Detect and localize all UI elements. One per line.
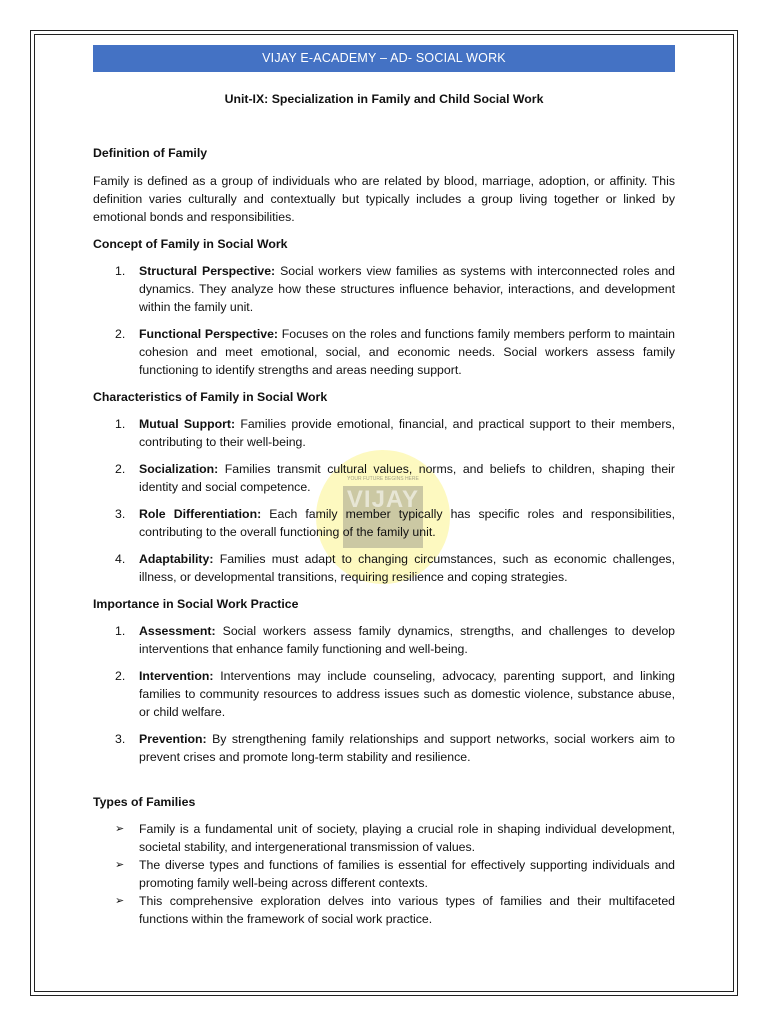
types-heading: Types of Families xyxy=(93,795,196,809)
item-number: 3. xyxy=(115,507,126,521)
list-item xyxy=(93,550,675,586)
characteristics-list xyxy=(93,415,675,586)
item-number: 1. xyxy=(115,264,126,278)
importance-list xyxy=(93,622,675,766)
item-term: Functional Perspective: xyxy=(139,327,279,341)
definition-heading: Definition of Family xyxy=(93,146,208,160)
list-item xyxy=(93,730,675,766)
item-number: 2. xyxy=(115,462,126,476)
item-number: 2. xyxy=(115,327,126,341)
list-item xyxy=(93,460,675,496)
item-term: Adaptability: xyxy=(139,552,214,566)
item-text: Families must adapt to changing circumstances, such as economic challenges, illness, or developmental transitions, requiring resilience and coping strategies. xyxy=(139,552,675,584)
item-term: Socialization: xyxy=(139,462,219,476)
item-term: Structural Perspective: xyxy=(139,264,276,278)
list-item xyxy=(93,622,675,658)
item-term: Intervention: xyxy=(139,669,214,683)
list-item xyxy=(93,667,675,721)
importance-heading: Importance in Social Work Practice xyxy=(93,597,299,611)
item-text: This comprehensive exploration delves into various types of families and their multifaceted functions within the framework of social work practice. xyxy=(139,894,675,926)
unit-title: Unit-IX: Specialization in Family and Child Social Work xyxy=(224,92,544,106)
header-banner: VIJAY E-ACADEMY – AD- SOCIAL WORK xyxy=(93,45,675,72)
list-item xyxy=(93,325,675,379)
concept-list xyxy=(93,262,675,379)
item-term: Mutual Support: xyxy=(139,417,236,431)
document-content xyxy=(93,45,675,928)
item-text: Interventions may include counseling, advocacy, parenting support, and linking families to community resources to address issues such as domestic violence, substance abuse, or child welfare. xyxy=(139,669,675,719)
list-item xyxy=(93,262,675,316)
item-term: Prevention: xyxy=(139,732,207,746)
concept-heading: Concept of Family in Social Work xyxy=(93,237,288,251)
item-text: Social workers view families as systems with interconnected roles and dynamics. They analyze how these structures influence behavior, interactions, and development within the family unit. xyxy=(139,264,675,314)
list-item xyxy=(93,892,675,928)
item-text: Family is a fundamental unit of society, playing a crucial role in shaping individual development, societal stability, and intergenerational transmission of values. xyxy=(139,822,675,854)
item-text: Families provide emotional, financial, and practical support to their members, contributing to their well-being. xyxy=(139,417,675,449)
item-number: 3. xyxy=(115,732,126,746)
characteristics-heading: Characteristics of Family in Social Work xyxy=(93,390,328,404)
item-term: Assessment: xyxy=(139,624,216,638)
item-number: 1. xyxy=(115,624,126,638)
list-item xyxy=(93,820,675,856)
item-term: Role Differentiation: xyxy=(139,507,262,521)
item-text: By strengthening family relationships and support networks, social workers aim to prevent crises and promote long-term stability and resilience. xyxy=(139,732,675,764)
item-text: Each family member typically has specific roles and responsibilities, contributing to the overall functioning of the family unit. xyxy=(139,507,675,539)
arrow-bullet-icon: ➢ xyxy=(115,895,125,907)
arrow-bullet-icon: ➢ xyxy=(115,859,125,871)
watermark-tagline: YOUR FUTURE BEGINS HERE xyxy=(347,476,419,482)
item-text: Families transmit cultural values, norms, and beliefs to children, shaping their identity and social competence. xyxy=(139,462,675,494)
item-text: The diverse types and functions of families is essential for effectively supporting individuals and promoting family well-being across different contexts. xyxy=(139,858,675,890)
item-number: 1. xyxy=(115,417,126,431)
definition-text: Family is defined as a group of individuals who are related by blood, marriage, adoption, or affinity. This definition varies culturally and contextually but typically includes a group living together or linked by emotional bonds and responsibilities. xyxy=(93,174,675,224)
list-item xyxy=(93,415,675,451)
list-item xyxy=(93,856,675,892)
arrow-bullet-icon: ➢ xyxy=(115,823,125,835)
types-list xyxy=(93,820,675,928)
item-text: Social workers assess family dynamics, strengths, and challenges to develop interventions that enhance family functioning and well-being. xyxy=(139,624,675,656)
watermark-text: VIJAY xyxy=(346,486,420,513)
list-item xyxy=(93,505,675,541)
item-text: Focuses on the roles and functions family members perform to maintain cohesion and meet emotional, social, and economic needs. Social workers assess family functioning to identify strengths and areas needing support. xyxy=(139,327,676,377)
item-number: 2. xyxy=(115,669,126,683)
item-number: 4. xyxy=(115,552,126,566)
